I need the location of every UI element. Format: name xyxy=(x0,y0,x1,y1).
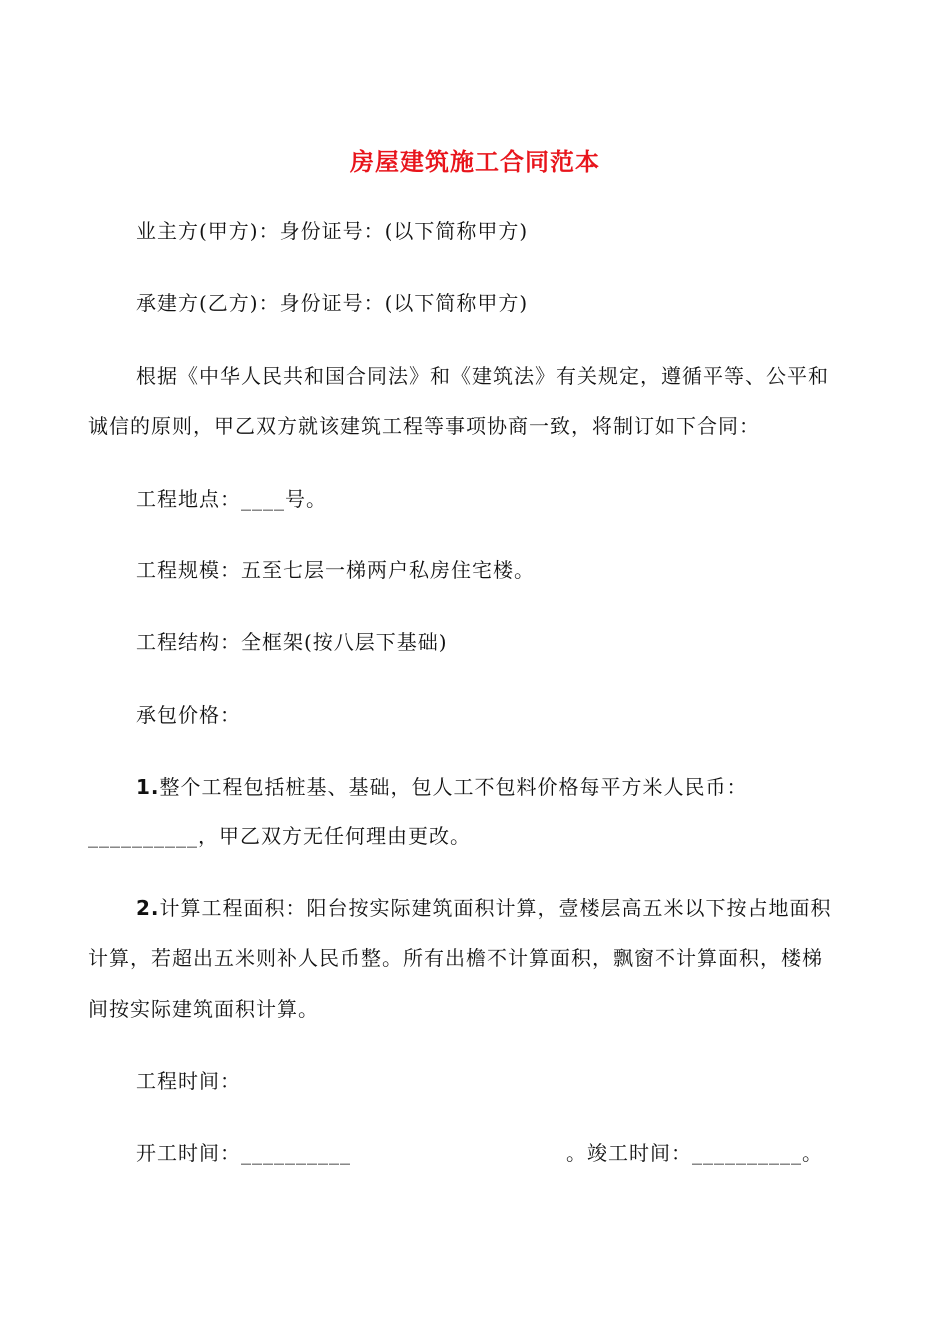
basis-paragraph-line-2: 诚信的原则，甲乙双方就该建筑工程等事项协商一致，将制订如下合同： xyxy=(88,414,760,438)
contractor-line: 承建方(乙方)：身份证号：(以下简称甲方) xyxy=(136,291,529,315)
start-time: 开工时间：__________ xyxy=(136,1141,351,1165)
item-1-number: 1. xyxy=(136,775,160,799)
location-line: 工程地点：____号。 xyxy=(136,487,327,511)
structure-line: 工程结构：全框架(按八层下基础) xyxy=(136,630,448,654)
item-1-line-2: __________，甲乙双方无任何理由更改。 xyxy=(88,824,471,848)
time-heading: 工程时间： xyxy=(136,1069,241,1093)
item-2-line-3: 间按实际建筑面积计算。 xyxy=(88,997,319,1021)
owner-line: 业主方(甲方)：身份证号：(以下简称甲方) xyxy=(136,219,529,243)
item-2-text: 计算工程面积：阳台按实际建筑面积计算，壹楼层高五米以下按占地面积 xyxy=(159,896,832,920)
document-title: 房屋建筑施工合同范本 xyxy=(350,148,600,176)
item-1-text: 整个工程包括桩基、基础，包人工不包料价格每平方米人民币： xyxy=(159,775,748,799)
end-time: 。竣工时间：__________。 xyxy=(566,1141,823,1165)
item-2-number: 2. xyxy=(136,896,160,920)
scale-line: 工程规模：五至七层一梯两户私房住宅楼。 xyxy=(136,558,535,582)
price-heading: 承包价格： xyxy=(136,703,241,727)
item-2-line-1 xyxy=(136,893,916,923)
basis-paragraph-line-1: 根据《中华人民共和国合同法》和《建筑法》有关规定，遵循平等、公平和 xyxy=(136,364,829,388)
item-1-line-1 xyxy=(136,772,916,802)
item-2-line-2: 计算，若超出五米则补人民币整。所有出檐不计算面积，飘窗不计算面积，楼梯 xyxy=(88,946,823,970)
